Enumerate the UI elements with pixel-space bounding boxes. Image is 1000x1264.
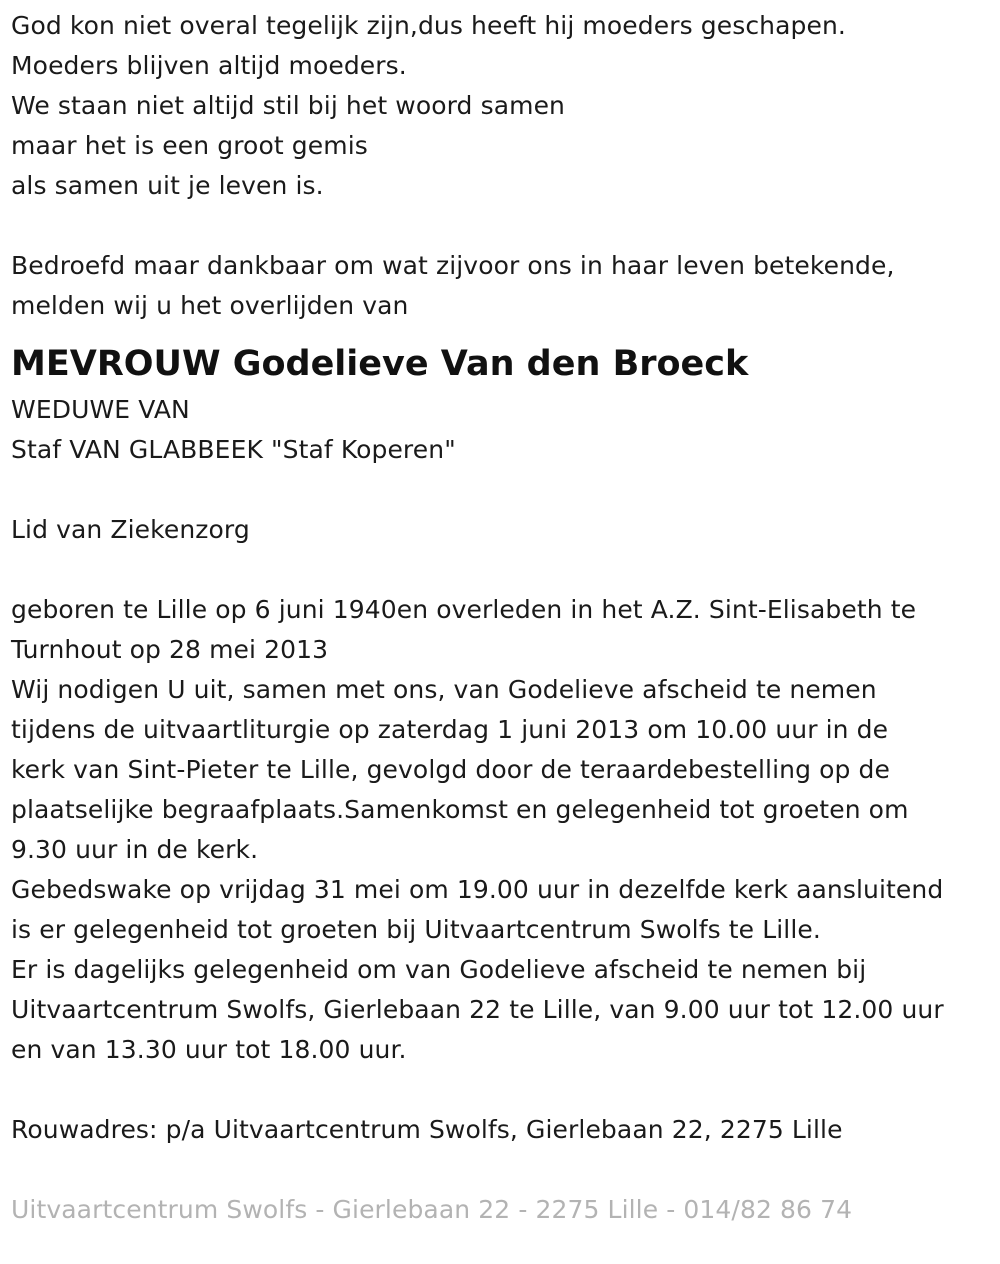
death-notice [11, 6, 996, 1230]
widow-label: WEDUWE VAN [11, 395, 190, 424]
spouse-name: Staf VAN GLABBEEK "Staf Koperen" [11, 435, 456, 464]
details [11, 590, 996, 1070]
poem-line: als samen uit je leven is. [11, 171, 324, 200]
spacer [11, 550, 996, 590]
mourning-address: Rouwadres: p/a Uitvaartcentrum Swolfs, Gierlebaan 22, 2275 Lille [11, 1115, 843, 1144]
details-line: 9.30 uur in de kerk. [11, 835, 259, 864]
details-line: Turnhout op 28 mei 2013 [11, 635, 329, 664]
spacer [11, 1070, 996, 1110]
details-line: Gebedswake op vrijdag 31 mei om 19.00 uur in dezelfde kerk aansluitend [11, 875, 944, 904]
details-line: is er gelegenheid tot groeten bij Uitvaartcentrum Swolfs te Lille. [11, 915, 821, 944]
details-line: Er is dagelijks gelegenheid om van Godelieve afscheid te nemen bij [11, 955, 867, 984]
deceased-name: MEVROUW Godelieve Van den Broeck [11, 344, 749, 384]
intro [11, 246, 996, 326]
spacer [11, 206, 996, 246]
poem-line: We staan niet altijd stil bij het woord samen [11, 91, 565, 120]
spacer [11, 1150, 996, 1190]
poem [11, 6, 996, 206]
details-line: tijdens de uitvaartliturgie op zaterdag 1 juni 2013 om 10.00 uur in de [11, 715, 889, 744]
poem-line: maar het is een groot gemis [11, 131, 368, 160]
poem-line: God kon niet overal tegelijk zijn,dus heeft hij moeders geschapen. [11, 11, 846, 40]
details-line: Uitvaartcentrum Swolfs, Gierlebaan 22 te Lille, van 9.00 uur tot 12.00 uur [11, 995, 944, 1024]
details-line: geboren te Lille op 6 juni 1940en overleden in het A.Z. Sint-Elisabeth te [11, 595, 917, 624]
intro-line: melden wij u het overlijden van [11, 291, 409, 320]
funeral-home-footer: Uitvaartcentrum Swolfs - Gierlebaan 22 - 2275 Lille - 014/82 86 74 [11, 1195, 853, 1224]
intro-line: Bedroefd maar dankbaar om wat zijvoor ons in haar leven betekende, [11, 251, 895, 280]
poem-line: Moeders blijven altijd moeders. [11, 51, 407, 80]
membership: Lid van Ziekenzorg [11, 515, 250, 544]
spacer [11, 470, 996, 510]
details-line: kerk van Sint-Pieter te Lille, gevolgd door de teraardebestelling op de [11, 755, 890, 784]
details-line: en van 13.30 uur tot 18.00 uur. [11, 1035, 407, 1064]
details-line: Wij nodigen U uit, samen met ons, van Godelieve afscheid te nemen [11, 675, 877, 704]
details-line: plaatselijke begraafplaats.Samenkomst en gelegenheid tot groeten om [11, 795, 909, 824]
